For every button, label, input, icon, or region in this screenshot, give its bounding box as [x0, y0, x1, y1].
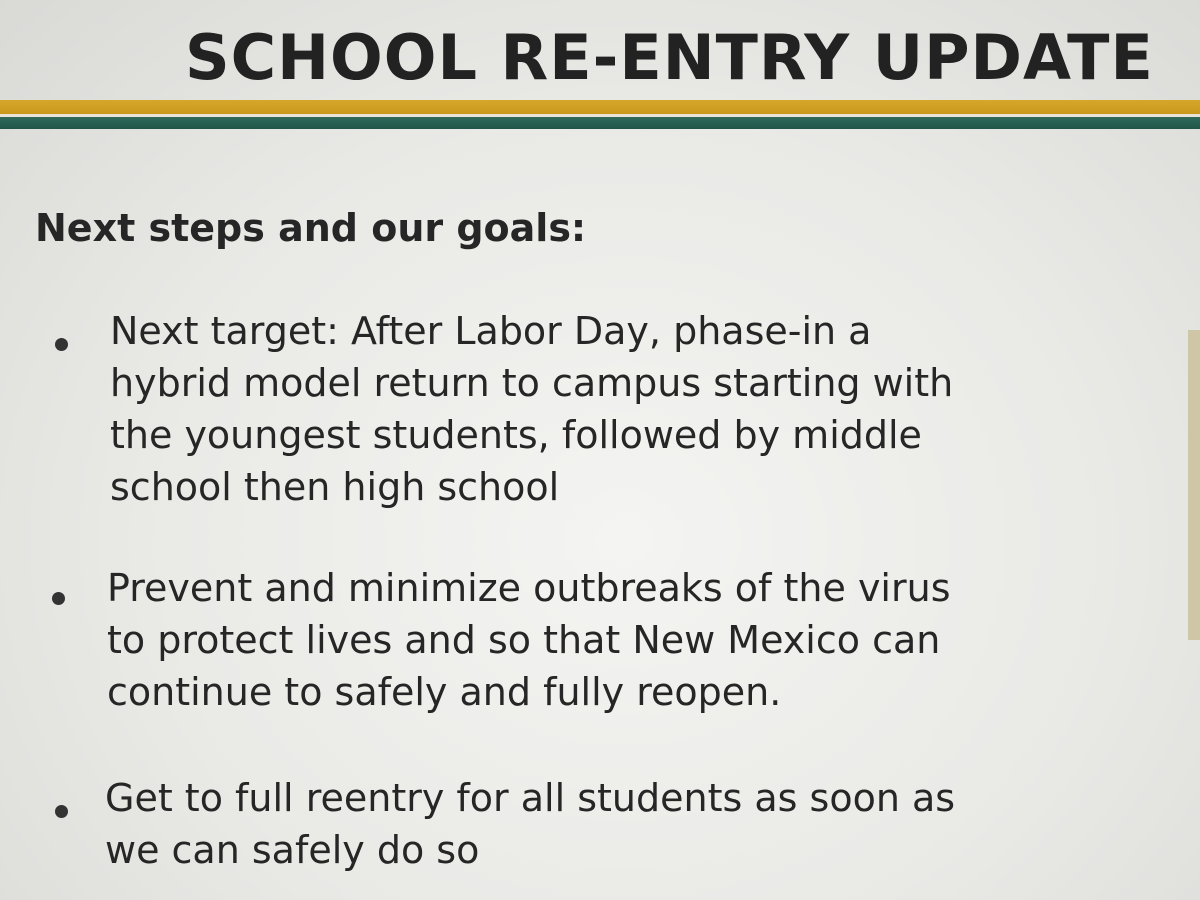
section-heading: Next steps and our goals:	[35, 206, 587, 250]
slide-title: SCHOOL RE-ENTRY UPDATE	[185, 21, 1154, 94]
slide-edge-bar	[1188, 330, 1200, 640]
gold-divider-stripe	[0, 100, 1200, 114]
bullet-dot-icon	[55, 805, 68, 818]
bullet-dot-icon	[55, 338, 68, 351]
green-divider-stripe	[0, 117, 1200, 129]
bullet-dot-icon	[52, 592, 65, 605]
bullet-text: Get to full reentry for all students as soon as we can safely do so	[105, 776, 956, 872]
bullet-text: Prevent and minimize outbreaks of the virus to protect lives and so that New Mexico can continue to safely and fully reopen.	[107, 566, 951, 714]
bullet-text: Next target: After Labor Day, phase-in a hybrid model return to campus starting with the youngest students, followed by middle school then high school	[110, 309, 954, 509]
